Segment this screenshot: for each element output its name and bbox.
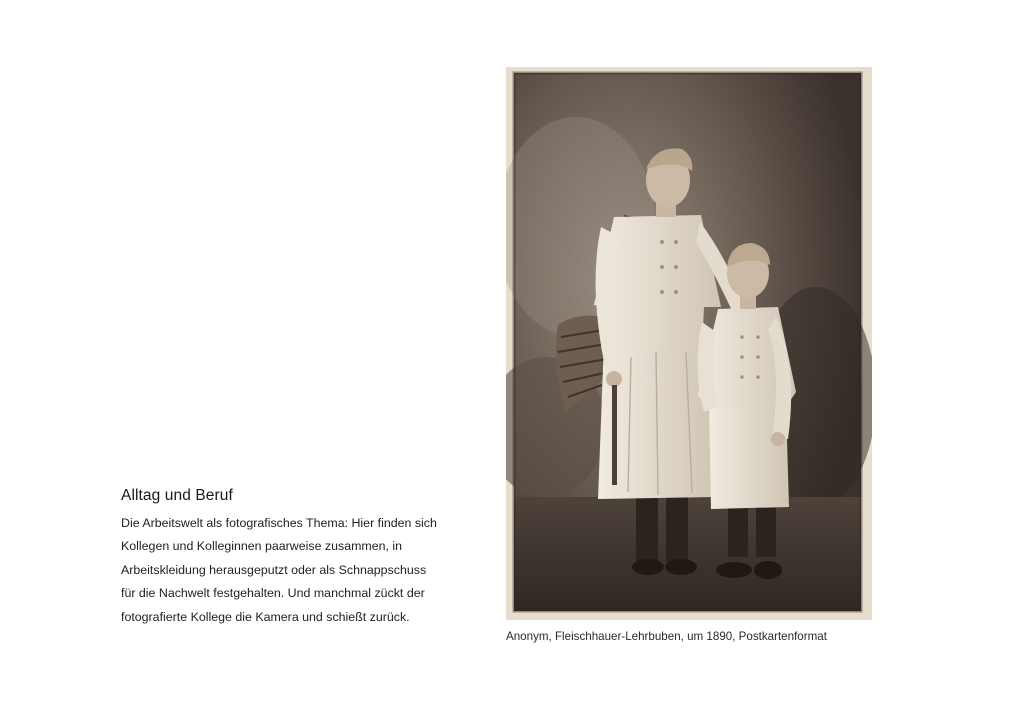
paragraph-line: Kollegen und Kolleginnen paarweise zusammen, in bbox=[121, 539, 403, 554]
paragraph-line: Arbeitskleidung herausgeputzt oder als Schnappschuss bbox=[121, 562, 427, 577]
photo-illustration bbox=[506, 67, 872, 620]
paragraph-line: für die Nachwelt festgehalten. Und manchmal zückt der bbox=[121, 586, 425, 601]
text-block bbox=[121, 486, 481, 629]
section-title: Alltag und Beruf bbox=[121, 487, 233, 504]
section-paragraph bbox=[121, 512, 481, 629]
paragraph-line: fotografierte Kollege die Kamera und schießt zurück. bbox=[121, 609, 410, 624]
paragraph-line: Die Arbeitswelt als fotografisches Thema: Hier finden sich bbox=[121, 516, 437, 530]
photo-caption: Anonym, Fleischhauer-Lehrbuben, um 1890, Postkartenformat bbox=[506, 630, 827, 643]
historic-photo bbox=[506, 67, 872, 620]
